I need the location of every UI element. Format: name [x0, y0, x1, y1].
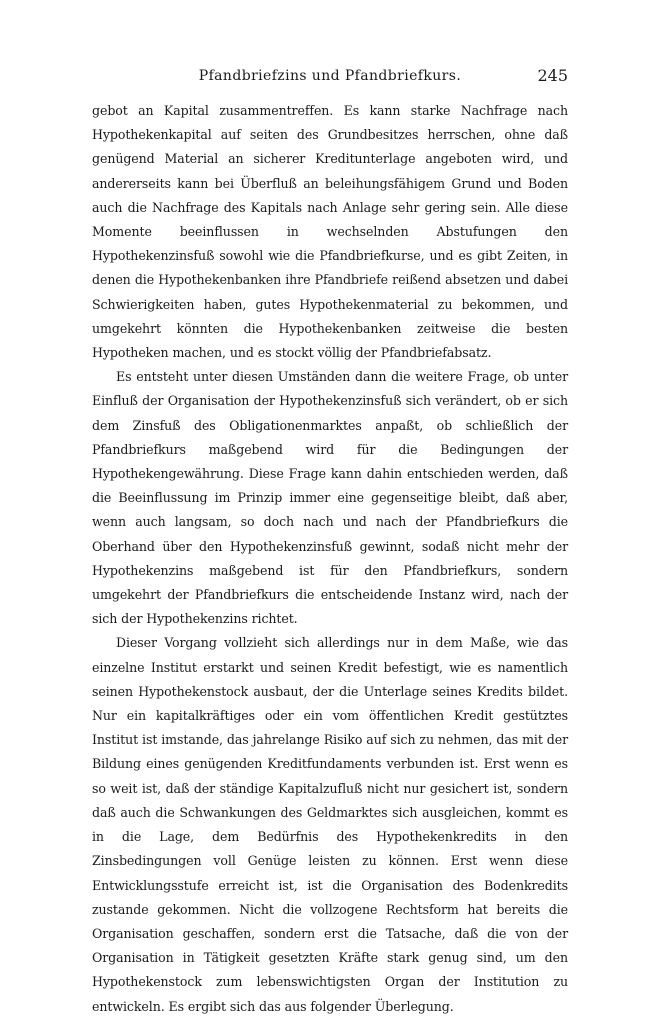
page-number: 245	[537, 66, 568, 85]
paragraph-3: Dieser Vorgang vollzieht sich allerdings nur in dem Maße, wie das einzelne Institut erstarkt und seinen Kredit befestigt, wie es namentlich seinen Hypothekenstock ausbaut, der die Unterlage seines Kredits bildet. Nur ein kapitalkräftiges oder ein vom öffentlichen Kredit gestütztes Institut ist imstande, das jahrelange Risiko auf sich zu nehmen, das mit der Bildung eines genügenden Kreditfundaments verbunden ist. Erst wenn es so weit ist, daß der ständige Kapitalzufluß nicht nur gesichert ist, sondern daß auch die Schwankungen des Geldmarktes sich ausgleichen, kommt es in die Lage, dem Bedürfnis des Hypothekenkredits in den Zinsbedingungen voll Genüge leisten zu können. Erst wenn diese Entwicklungsstufe erreicht ist, ist die Organisation des Bodenkredits zustande gekommen. Nicht die vollzogene Rechtsform hat bereits die Organisation geschaffen, sondern erst die Tatsache, daß die von der Organisation in Tätigkeit gesetzten Kräfte stark genug sind, um den Hypothekenstock zum lebenswichtigsten Organ der Institution zu entwickeln. Es ergibt sich das aus folgender Überlegung.	[92, 635, 568, 1014]
paragraph-2: Es entsteht unter diesen Umständen dann die weitere Frage, ob unter Einfluß der Organisation der Hypothekenzinsfuß sich verändert, ob er sich dem Zinsfuß des Obligationenmarktes anpaßt, ob schließlich der Pfandbriefkurs maßgebend wird für die Bedingungen der Hypothekengewährung. Diese Frage kann dahin entschieden werden, daß die Beeinflussung im Prinzip immer eine gegenseitige bleibt, daß aber, wenn auch langsam, so doch nach und nach der Pfandbriefkurs die Oberhand über den Hypothekenzinsfuß gewinnt, sodaß nicht mehr der Hypothekenzins maßgebend ist für den Pfandbriefkurs, sondern umgekehrt der Pfandbriefkurs die entscheidende Instanz wird, nach der sich der Hypothekenzins richtet.	[92, 369, 568, 627]
body-text	[92, 99, 568, 1019]
running-title: Pfandbriefzins und Pfandbriefkurs.	[198, 68, 462, 84]
paragraph-1: gebot an Kapital zusammentreffen. Es kann starke Nachfrage nach Hypothekenkapital auf seiten des Grundbesitzes herrschen, ohne daß genügend Material an sicherer Kreditunterlage angeboten wird, und andererseits kann bei Überfluß an beleihungsfähigem Grund und Boden auch die Nachfrage des Kapitals nach Anlage sehr gering sein. Alle diese Momente beeinflussen in wechselnden Abstufungen den Hypothekenzinsfuß sowohl wie die Pfandbriefkurse, und es gibt Zeiten, in denen die Hypothekenbanken ihre Pfandbriefe reißend absetzen und dabei Schwierigkeiten haben, gutes Hypothekenmaterial zu bekommen, und umgekehrt könnten die Hypothekenbanken zeitweise die besten Hypotheken machen, und es stockt völlig der Pfandbriefabsatz.	[92, 103, 568, 361]
running-head	[92, 66, 568, 90]
